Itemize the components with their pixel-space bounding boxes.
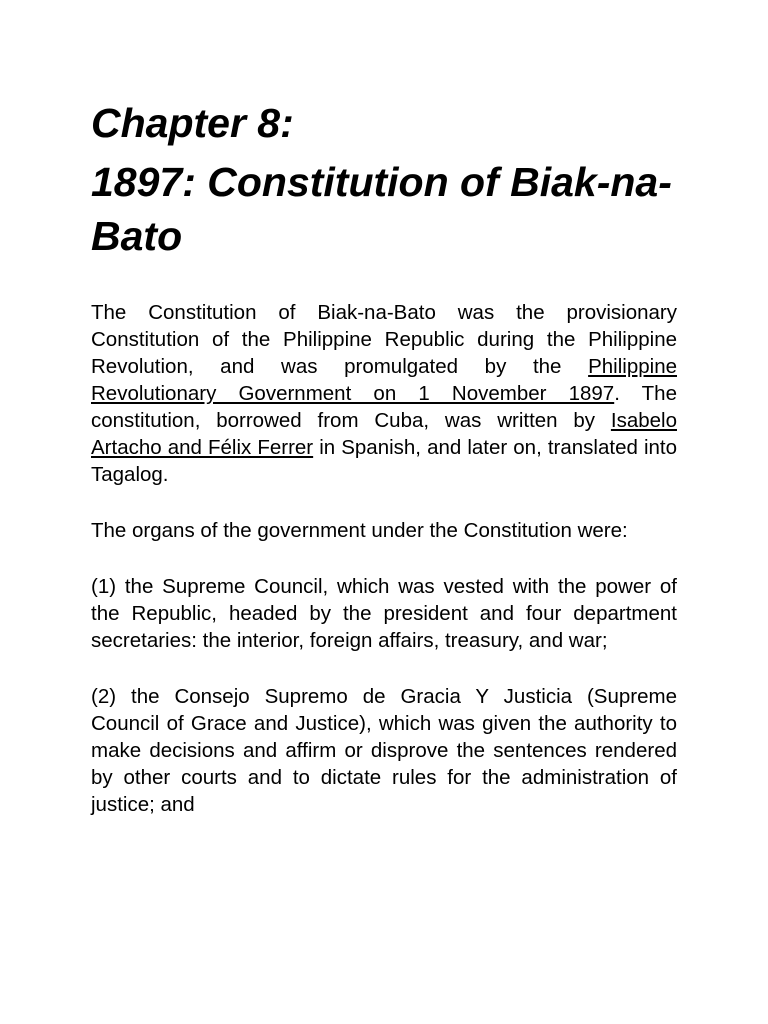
intro-paragraph	[91, 299, 677, 488]
revolutionary-government-link[interactable]: Philippine Revolutionary Government on 1 November 1897	[91, 355, 677, 405]
supreme-council-paragraph: (1) the Supreme Council, which was vested with the power of the Republic, headed by the president and four department secretaries: the interior, foreign affairs, treasury, and war;	[91, 575, 677, 652]
intro-text-part-1: The Constitution of Biak-na-Bato was the provisionary Constitution of the Philippine Republic during the Philippine Revolution, and was promulgated by the	[91, 301, 677, 378]
chapter-heading	[91, 96, 677, 263]
organs-paragraph: The organs of the government under the Constitution were:	[91, 519, 628, 542]
intro-text-part-2: . The constitution, borrowed from Cuba, was written by	[91, 382, 677, 432]
document-body	[91, 299, 677, 818]
authors-link[interactable]: Isabelo Artacho and Félix Ferrer	[91, 409, 677, 459]
chapter-title: 1897: Constitution of Biak-na-Bato	[91, 159, 672, 259]
consejo-supremo-paragraph: (2) the Consejo Supremo de Gracia Y Justicia (Supreme Council of Grace and Justice), which was given the authority to make decisions and affirm or disprove the sentences rendered by other courts and to dictate rules for the administration of justice; and	[91, 685, 677, 816]
intro-text-part-3: in Spanish, and later on, translated into Tagalog.	[91, 436, 677, 486]
document-page	[91, 96, 677, 847]
chapter-number: Chapter 8:	[91, 100, 294, 146]
